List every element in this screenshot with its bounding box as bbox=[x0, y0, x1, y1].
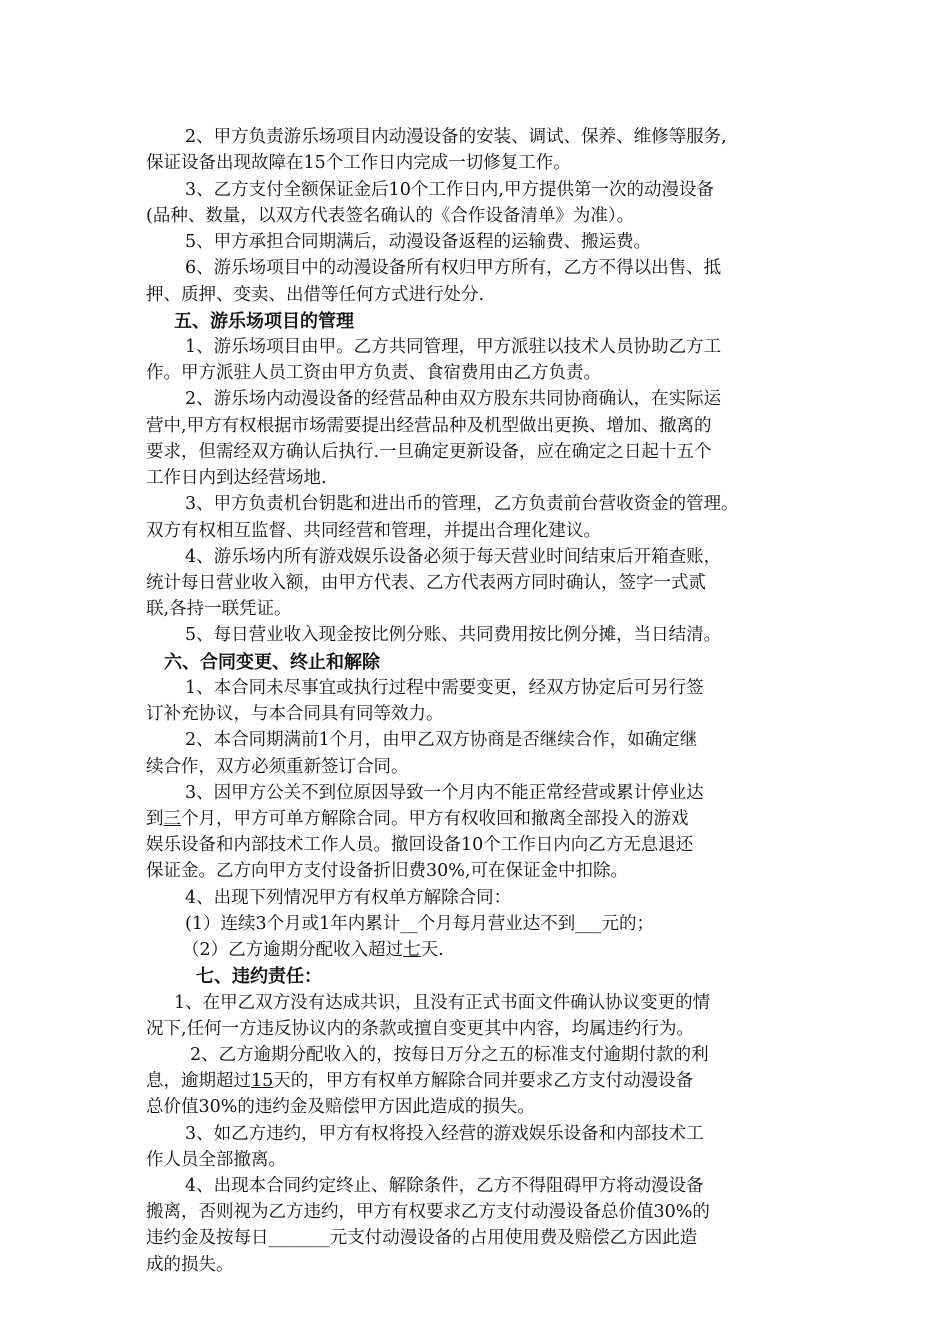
paragraph-line: 押、质押、变卖、出借等任何方式进行处分. bbox=[146, 285, 485, 305]
line-text: 元支付动漫设备的占用使用费及赔偿乙方因此造 bbox=[329, 1228, 698, 1248]
paragraph-line: 2、乙方逾期分配收入的，按每日万分之五的标准支付逾期付款的利 bbox=[190, 1045, 709, 1065]
paragraph-line: 续合作，双方必须重新签订合同。 bbox=[146, 757, 409, 777]
paragraph-line: 搬离，否则视为乙方违约，甲方有权要求乙方支付动漫设备总价值30%的 bbox=[146, 1202, 710, 1222]
paragraph-line: 况下,任何一方违反协议内的条款或擅自变更其中内容，均属违约行为。 bbox=[146, 1019, 695, 1039]
paragraph-line: 5、每日营业收入现金按比例分账、共同费用按比例分摊，当日结清。 bbox=[185, 625, 722, 645]
paragraph-line bbox=[146, 1069, 693, 1094]
paragraph-line: 营中,甲方有权根据市场需要提出经营品种及机型做出更换、增加、撤离的 bbox=[146, 416, 712, 436]
line-text: 个月每月营业达不到 bbox=[417, 914, 576, 934]
underlined-value: 15 bbox=[251, 1071, 274, 1091]
line-text: (1）连续3个月或1年内累计 bbox=[185, 914, 401, 934]
section-heading: 七、违约责任： bbox=[196, 966, 322, 987]
paragraph-line: 娱乐设备和内部技术工作人员。撤回设备10个工作日内向乙方无息退还 bbox=[146, 835, 694, 855]
section-heading: 六、合同变更、终止和解除 bbox=[164, 652, 380, 673]
paragraph-line: 1、游乐场项目由甲。乙方共同管理，甲方派驻以技术人员协助乙方工 bbox=[185, 337, 722, 357]
paragraph-line: 作。甲方派驻人员工资由甲方负责、食宿费用由乙方负责。 bbox=[146, 363, 601, 383]
paragraph-line: 作人员全部撤离。 bbox=[146, 1150, 286, 1170]
paragraph-line: 成的损失。 bbox=[146, 1255, 234, 1275]
paragraph-line: 6、游乐场项目中的动漫设备所有权归甲方所有，乙方不得以出售、抵 bbox=[185, 258, 722, 278]
paragraph-line bbox=[185, 912, 654, 937]
line-text: 违约金及按每日 bbox=[146, 1228, 269, 1248]
paragraph-line: 4、游乐场内所有游戏娱乐设备必须于每天营业时间结束后开箱查账， bbox=[185, 547, 722, 567]
line-text: 息，逾期超过 bbox=[146, 1071, 251, 1091]
paragraph-line: 5、甲方承担合同期满后，动漫设备返程的运输费、搬运费。 bbox=[185, 232, 652, 252]
paragraph-line: 3、甲方负责机台钥匙和进出币的管理，乙方负责前台营收资金的管理。 bbox=[185, 494, 739, 514]
paragraph-line: 1、在甲乙双方没有达成共识，且没有正式书面文件确认协议变更的情 bbox=[174, 993, 711, 1013]
line-text: 天. bbox=[420, 940, 444, 960]
line-text: （2）乙方逾期分配收入超过 bbox=[182, 940, 404, 960]
paragraph-line: 3、如乙方违约，甲方有权将投入经营的游戏娱乐设备和内部技术工 bbox=[185, 1124, 704, 1144]
paragraph-line: 3、因甲方公关不到位原因导致一个月内不能正常经营或累计停业达 bbox=[185, 783, 704, 803]
paragraph-line: 4、出现下列情况甲方有权单方解除合同： bbox=[185, 888, 512, 908]
paragraph-line: 双方有权相互监督、共同经营和管理，并提出合理化建议。 bbox=[146, 521, 601, 541]
paragraph-line bbox=[146, 1226, 697, 1251]
paragraph-line: 4、出现本合同约定终止、解除条件，乙方不得阻碍甲方将动漫设备 bbox=[185, 1176, 704, 1196]
paragraph-line: 保证金。乙方向甲方支付设备折旧费30%,可在保证金中扣除。 bbox=[146, 861, 628, 881]
line-text: 元的； bbox=[601, 914, 654, 934]
line-text: 到 bbox=[146, 809, 164, 829]
section-heading: 五、游乐场项目的管理 bbox=[174, 311, 354, 332]
underlined-value: 三 bbox=[163, 809, 181, 829]
paragraph-line: (品种、数量，以双方代表签名确认的《合作设备清单》为准）。 bbox=[146, 206, 635, 226]
line-text: 个月，甲方可单方解除合同。甲方有权收回和撤离全部投入的游戏 bbox=[181, 809, 689, 829]
paragraph-line: 要求，但需经双方确认后执行.一旦确定更新设备，应在确定之日起十五个 bbox=[146, 442, 712, 462]
paragraph-line: 2、游乐场内动漫设备的经营品种由双方股东共同协商确认，在实际运 bbox=[185, 389, 722, 409]
paragraph-line: 1、本合同未尽事宜或执行过程中需要变更，经双方协定后可另行签 bbox=[185, 678, 704, 698]
blank-field: ___ bbox=[575, 914, 602, 934]
blank-field: __ bbox=[400, 914, 418, 934]
paragraph-line: 3、乙方支付全额保证金后10个工作日内,甲方提供第一次的动漫设备 bbox=[185, 180, 714, 200]
paragraph-line: 工作日内到达经营场地. bbox=[146, 468, 327, 488]
paragraph-line: 订补充协议，与本合同具有同等效力。 bbox=[146, 704, 444, 724]
paragraph-line: 联,各持一联凭证。 bbox=[146, 599, 292, 619]
line-text: 天的，甲方有权单方解除合同并要求乙方支付动漫设备 bbox=[273, 1071, 694, 1091]
underlined-value: 七 bbox=[403, 940, 421, 960]
paragraph-line: 保证设备出现故障在15个工作日内完成一切修复工作。 bbox=[146, 153, 571, 173]
paragraph-line bbox=[146, 807, 689, 832]
blank-field: _______ bbox=[268, 1228, 330, 1248]
paragraph-line bbox=[182, 938, 444, 963]
paragraph-line: 统计每日营业收入额，由甲方代表、乙方代表两方同时确认，签字一式贰 bbox=[146, 573, 706, 593]
paragraph-line: 2、本合同期满前1个月，由甲乙双方协商是否继续合作，如确定继 bbox=[185, 730, 698, 750]
paragraph-line: 2、甲方负责游乐场项目内动漫设备的安装、调试、保养、维修等服务, bbox=[185, 127, 727, 147]
paragraph-line: 总价值30%的违约金及赔偿甲方因此造成的损失。 bbox=[146, 1097, 535, 1117]
